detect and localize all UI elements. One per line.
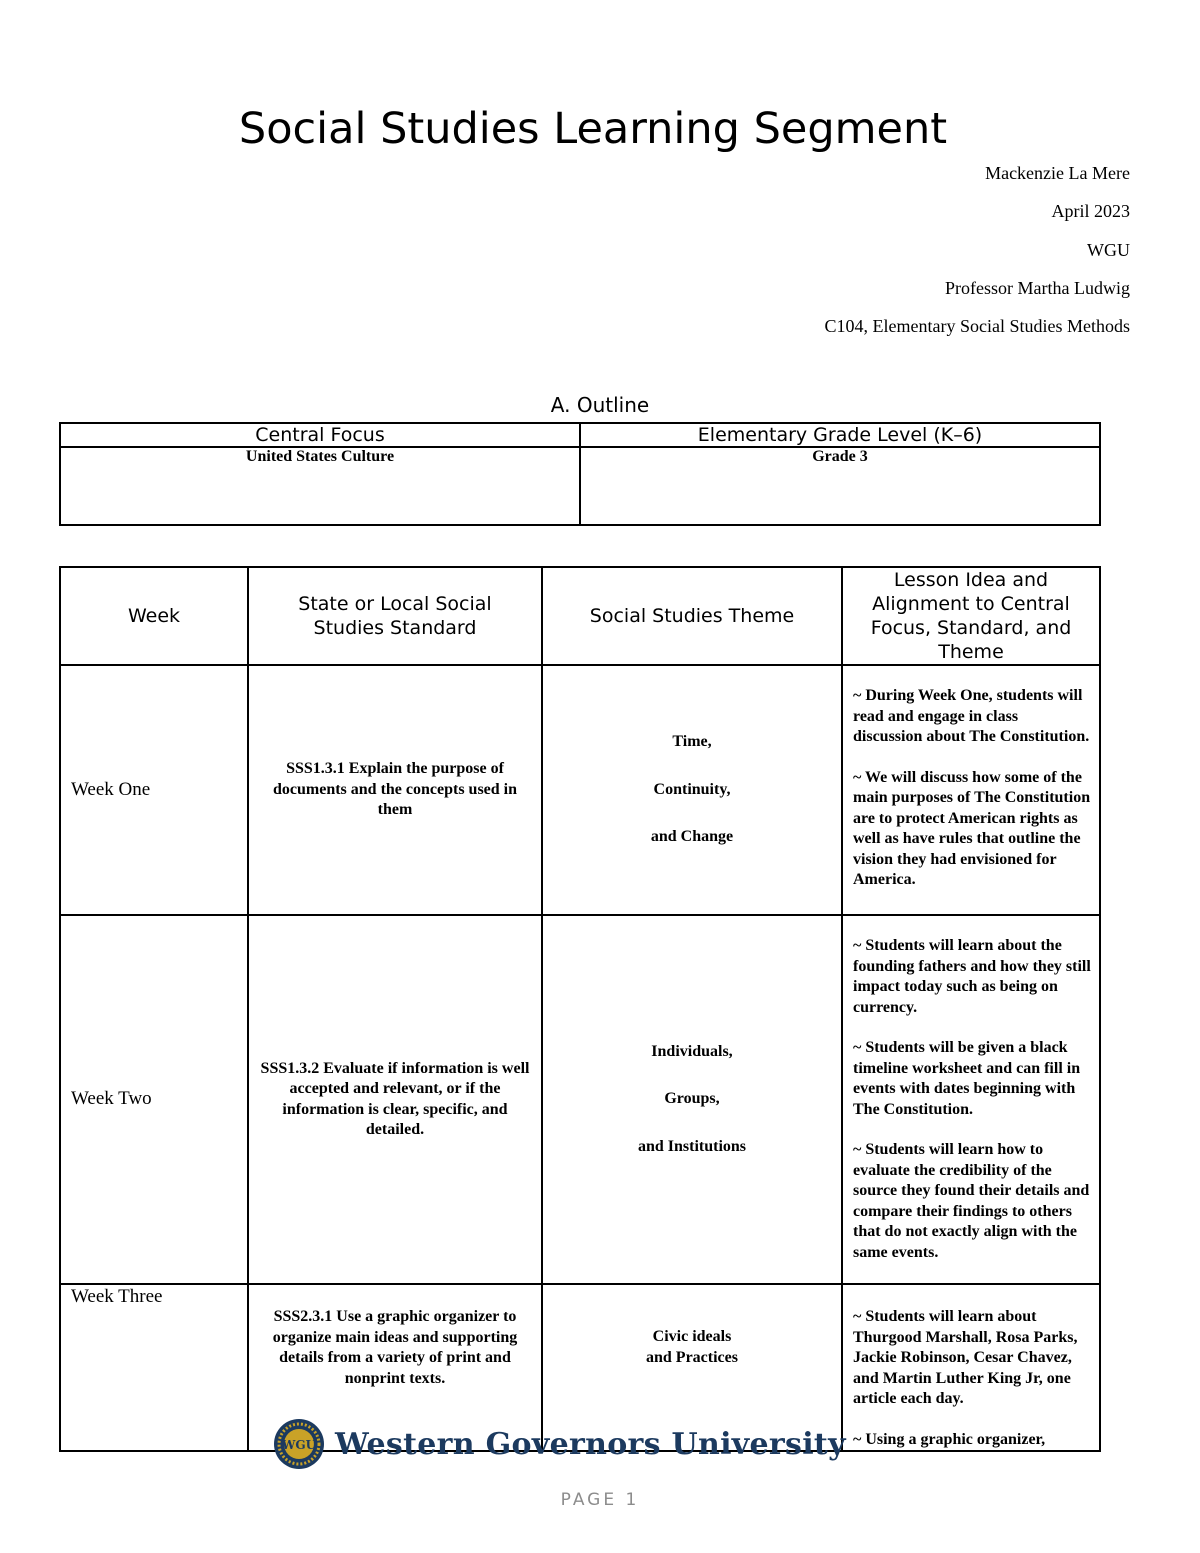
wgu-logo [273,1416,893,1472]
theme-line: and Change [650,828,734,846]
table-row [60,665,1100,915]
standard-cell: SSS1.3.1 Explain the purpose of documents and the concepts used in them [248,665,542,915]
standard-cell: SSS2.3.1 Use a graphic organizer to organize main ideas and supporting details from a variety of print and nonprint texts. [248,1284,542,1451]
standard-cell: SSS1.3.2 Evaluate if information is well accepted and relevant, or if the information is clear, specific, and detailed. [248,915,542,1284]
lesson-item: ~ Students will be given a black timeline worksheet and can fill in events with dates beginning with The Constitution. [853,1039,1081,1118]
central-focus-value: United States Culture [60,447,580,525]
outline-table [59,422,1101,526]
lesson-item: ~ Using a graphic organizer, [853,1430,1046,1448]
week-cell: Week Two [60,915,248,1284]
theme-line: Individuals, [651,1042,733,1060]
theme-line: Groups, [664,1090,720,1108]
central-focus-header: Central Focus [60,423,580,447]
theme-cell [542,665,842,915]
table-row [60,915,1100,1284]
lesson-cell [842,665,1100,915]
lesson-item: ~ Students will learn about the founding fathers and how they still impact today such as being on currency. [853,937,1091,1016]
grade-level-value: Grade 3 [580,447,1100,525]
professor-name: Professor Martha Ludwig [945,277,1130,298]
seal-initials: WGU [281,1438,317,1452]
theme-line: Continuity, [653,780,731,798]
theme-cell [542,915,842,1284]
lesson-cell [842,915,1100,1284]
page-number: PAGE 1 [560,1490,640,1510]
author-info-block [630,160,1130,351]
document-title: Social Studies Learning Segment [238,104,948,154]
standard-column-header: State or Local Social Studies Standard [248,567,542,665]
theme-line: Time, [672,733,712,751]
table-header-row [60,567,1100,665]
week-cell: Week Three [60,1284,248,1451]
school-name: WGU [1087,239,1130,260]
wgu-seal-icon [273,1418,325,1470]
wgu-wordmark: Western Governors University [335,1426,846,1462]
learning-segment-table [59,566,1101,1452]
document-date: April 2023 [1051,201,1130,222]
week-column-header: Week [60,567,248,665]
lesson-item: ~ During Week One, students will read and engage in class discussion about The Constitution. [853,687,1090,745]
grade-level-header: Elementary Grade Level (K–6) [580,423,1100,447]
theme-line: and Institutions [637,1137,747,1155]
theme-line: and Practices [646,1348,738,1366]
outline-heading: A. Outline [550,393,650,417]
theme-line: Civic ideals [652,1328,732,1345]
theme-column-header: Social Studies Theme [542,567,842,665]
author-name: Mackenzie La Mere [985,163,1130,183]
course-name: C104, Elementary Social Studies Methods [824,316,1130,337]
lesson-item: ~ We will discuss how some of the main purposes of The Constitution are to protect American rights as well as have rules that outline the vision they had envisioned for America. [853,768,1091,888]
lesson-item: ~ Students will learn how to evaluate the credibility of the source they found their details and compare their findings to others that do not exactly align with the same events. [853,1141,1090,1261]
week-cell: Week One [60,665,248,915]
lesson-item: ~ Students will learn about Thurgood Marshall, Rosa Parks, Jackie Robinson, Cesar Chavez, and Martin Luther King Jr, one article each day. [853,1308,1078,1407]
lesson-column-header: Lesson Idea and Alignment to Central Focus, Standard, and Theme [842,567,1100,665]
